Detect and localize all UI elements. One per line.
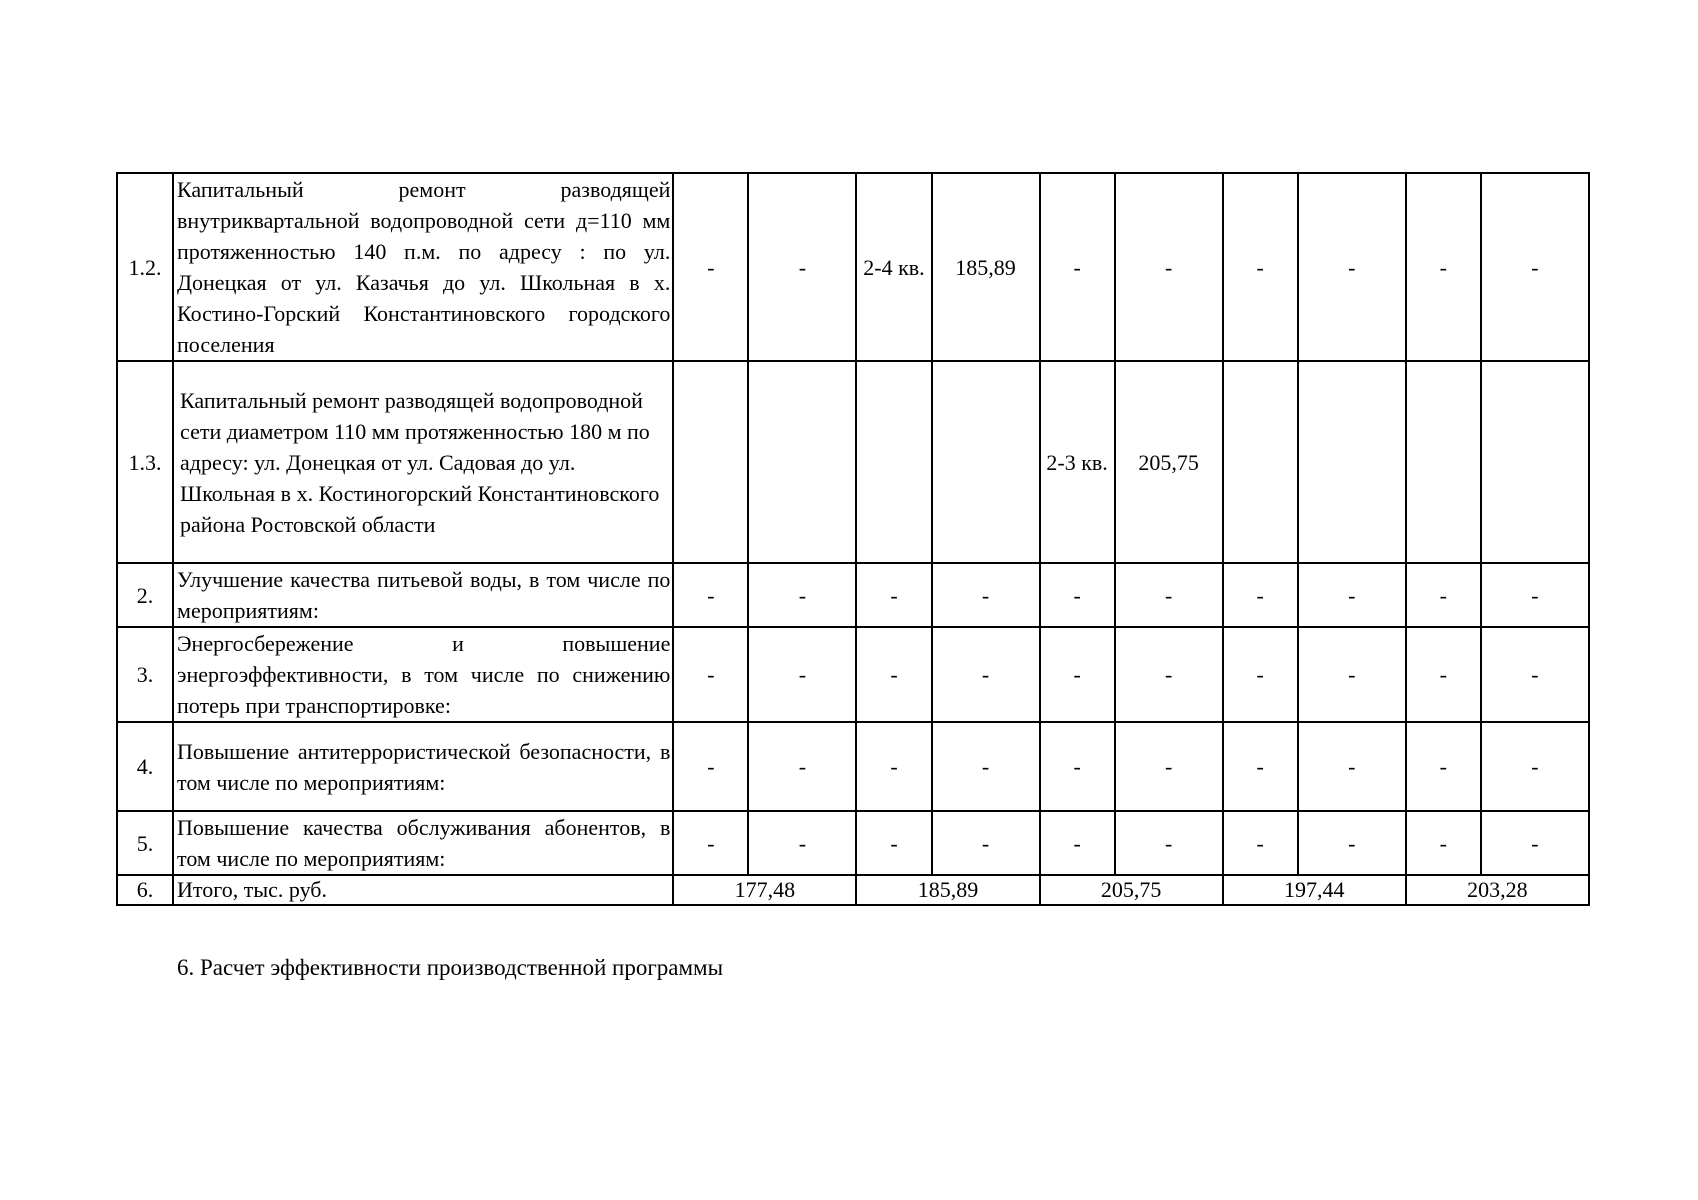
table-row [117, 563, 1589, 627]
table-cell: 205,75 [1115, 361, 1223, 563]
table-cell: - [856, 722, 931, 811]
table-cell [748, 361, 856, 563]
total-value: 197,44 [1223, 875, 1406, 905]
table-cell: - [673, 811, 748, 875]
table-cell: - [748, 173, 856, 361]
table-cell: - [1223, 811, 1298, 875]
table-cell: - [1406, 722, 1481, 811]
row-number: 4. [117, 722, 173, 811]
table-cell: - [1406, 627, 1481, 722]
table-cell [932, 361, 1040, 563]
table-cell [1406, 361, 1481, 563]
table-cell: - [1298, 173, 1406, 361]
table-cell: - [1223, 627, 1298, 722]
row-description: Повышение качества обслуживания абонентов, в том числе по мероприятиям: [173, 811, 673, 875]
table-cell: - [673, 627, 748, 722]
total-value: 203,28 [1406, 875, 1589, 905]
table-cell: - [748, 563, 856, 627]
table-row [117, 811, 1589, 875]
table-cell: - [748, 811, 856, 875]
table-cell: - [1406, 811, 1481, 875]
row-description: Энергосбережение и повышение энергоэффективности, в том числе по снижению потерь при транспортировке: [173, 627, 673, 722]
total-value: 205,75 [1040, 875, 1223, 905]
table-cell: - [1115, 173, 1223, 361]
table-cell [1481, 361, 1589, 563]
row-description: Капитальный ремонт разводящей водопроводной сети диаметром 110 мм протяженностью 180 м по адресу: ул. Донецкая от ул. Садовая до ул. Школьная в х. Костиногорский Константиновского района Ростовской области [173, 361, 673, 563]
table-cell: - [1481, 811, 1589, 875]
table-cell: 185,89 [932, 173, 1040, 361]
table-cell: - [932, 563, 1040, 627]
table-cell: - [1298, 563, 1406, 627]
table-cell [673, 361, 748, 563]
table-cell [1223, 361, 1298, 563]
total-label: Итого, тыс. руб. [173, 875, 673, 905]
section-heading: 6. Расчет эффективности производственной программы [177, 955, 724, 980]
table-cell [1298, 361, 1406, 563]
row-description: Улучшение качества питьевой воды, в том числе по мероприятиям: [173, 563, 673, 627]
table-cell: - [1115, 811, 1223, 875]
table-cell: - [1406, 563, 1481, 627]
row-number: 3. [117, 627, 173, 722]
row-number: 1.3. [117, 361, 173, 563]
row-description: Повышение антитеррористической безопасности, в том числе по мероприятиям: [173, 722, 673, 811]
table-cell: - [856, 563, 931, 627]
table-cell: - [748, 722, 856, 811]
table-cell: - [673, 722, 748, 811]
table-cell: - [1115, 722, 1223, 811]
row-description: Капитальный ремонт разводящей внутриквартальной водопроводной сети д=110 мм протяженностью 140 п.м. по адресу : по ул. Донецкая от ул. Казачья до ул. Школьная в х. Костино-Горский Константиновского городского поселения [173, 173, 673, 361]
table-cell: - [673, 563, 748, 627]
row-number: 2. [117, 563, 173, 627]
total-row [117, 875, 1589, 905]
table-cell: - [1040, 811, 1115, 875]
table-cell: - [1481, 563, 1589, 627]
table-row [117, 627, 1589, 722]
table-row [117, 173, 1589, 361]
table-cell: - [1223, 173, 1298, 361]
table-row [117, 361, 1589, 563]
table-cell: - [1298, 811, 1406, 875]
table-cell: - [856, 627, 931, 722]
table-cell: - [932, 627, 1040, 722]
table-cell: - [932, 811, 1040, 875]
table-cell: - [856, 811, 931, 875]
table-cell: - [1223, 563, 1298, 627]
table-cell: - [1115, 627, 1223, 722]
table-cell: - [1481, 722, 1589, 811]
table-cell: - [1040, 722, 1115, 811]
table-cell: - [1040, 563, 1115, 627]
table-cell: - [1481, 173, 1589, 361]
table-cell: 2-3 кв. [1040, 361, 1115, 563]
table-cell: - [673, 173, 748, 361]
program-table [116, 172, 1590, 906]
table-cell: - [1040, 173, 1115, 361]
table-cell: - [1115, 563, 1223, 627]
table-cell: - [748, 627, 856, 722]
table-cell: - [1040, 627, 1115, 722]
row-number: 1.2. [117, 173, 173, 361]
total-value: 177,48 [673, 875, 856, 905]
row-number: 5. [117, 811, 173, 875]
table-cell [856, 361, 931, 563]
table-cell: - [1223, 722, 1298, 811]
table-cell: - [932, 722, 1040, 811]
row-number: 6. [117, 875, 173, 905]
table-cell: - [1298, 722, 1406, 811]
table-cell: - [1298, 627, 1406, 722]
table-cell: 2-4 кв. [856, 173, 931, 361]
table-cell: - [1406, 173, 1481, 361]
table-row [117, 722, 1589, 811]
total-value: 185,89 [856, 875, 1039, 905]
table-cell: - [1481, 627, 1589, 722]
